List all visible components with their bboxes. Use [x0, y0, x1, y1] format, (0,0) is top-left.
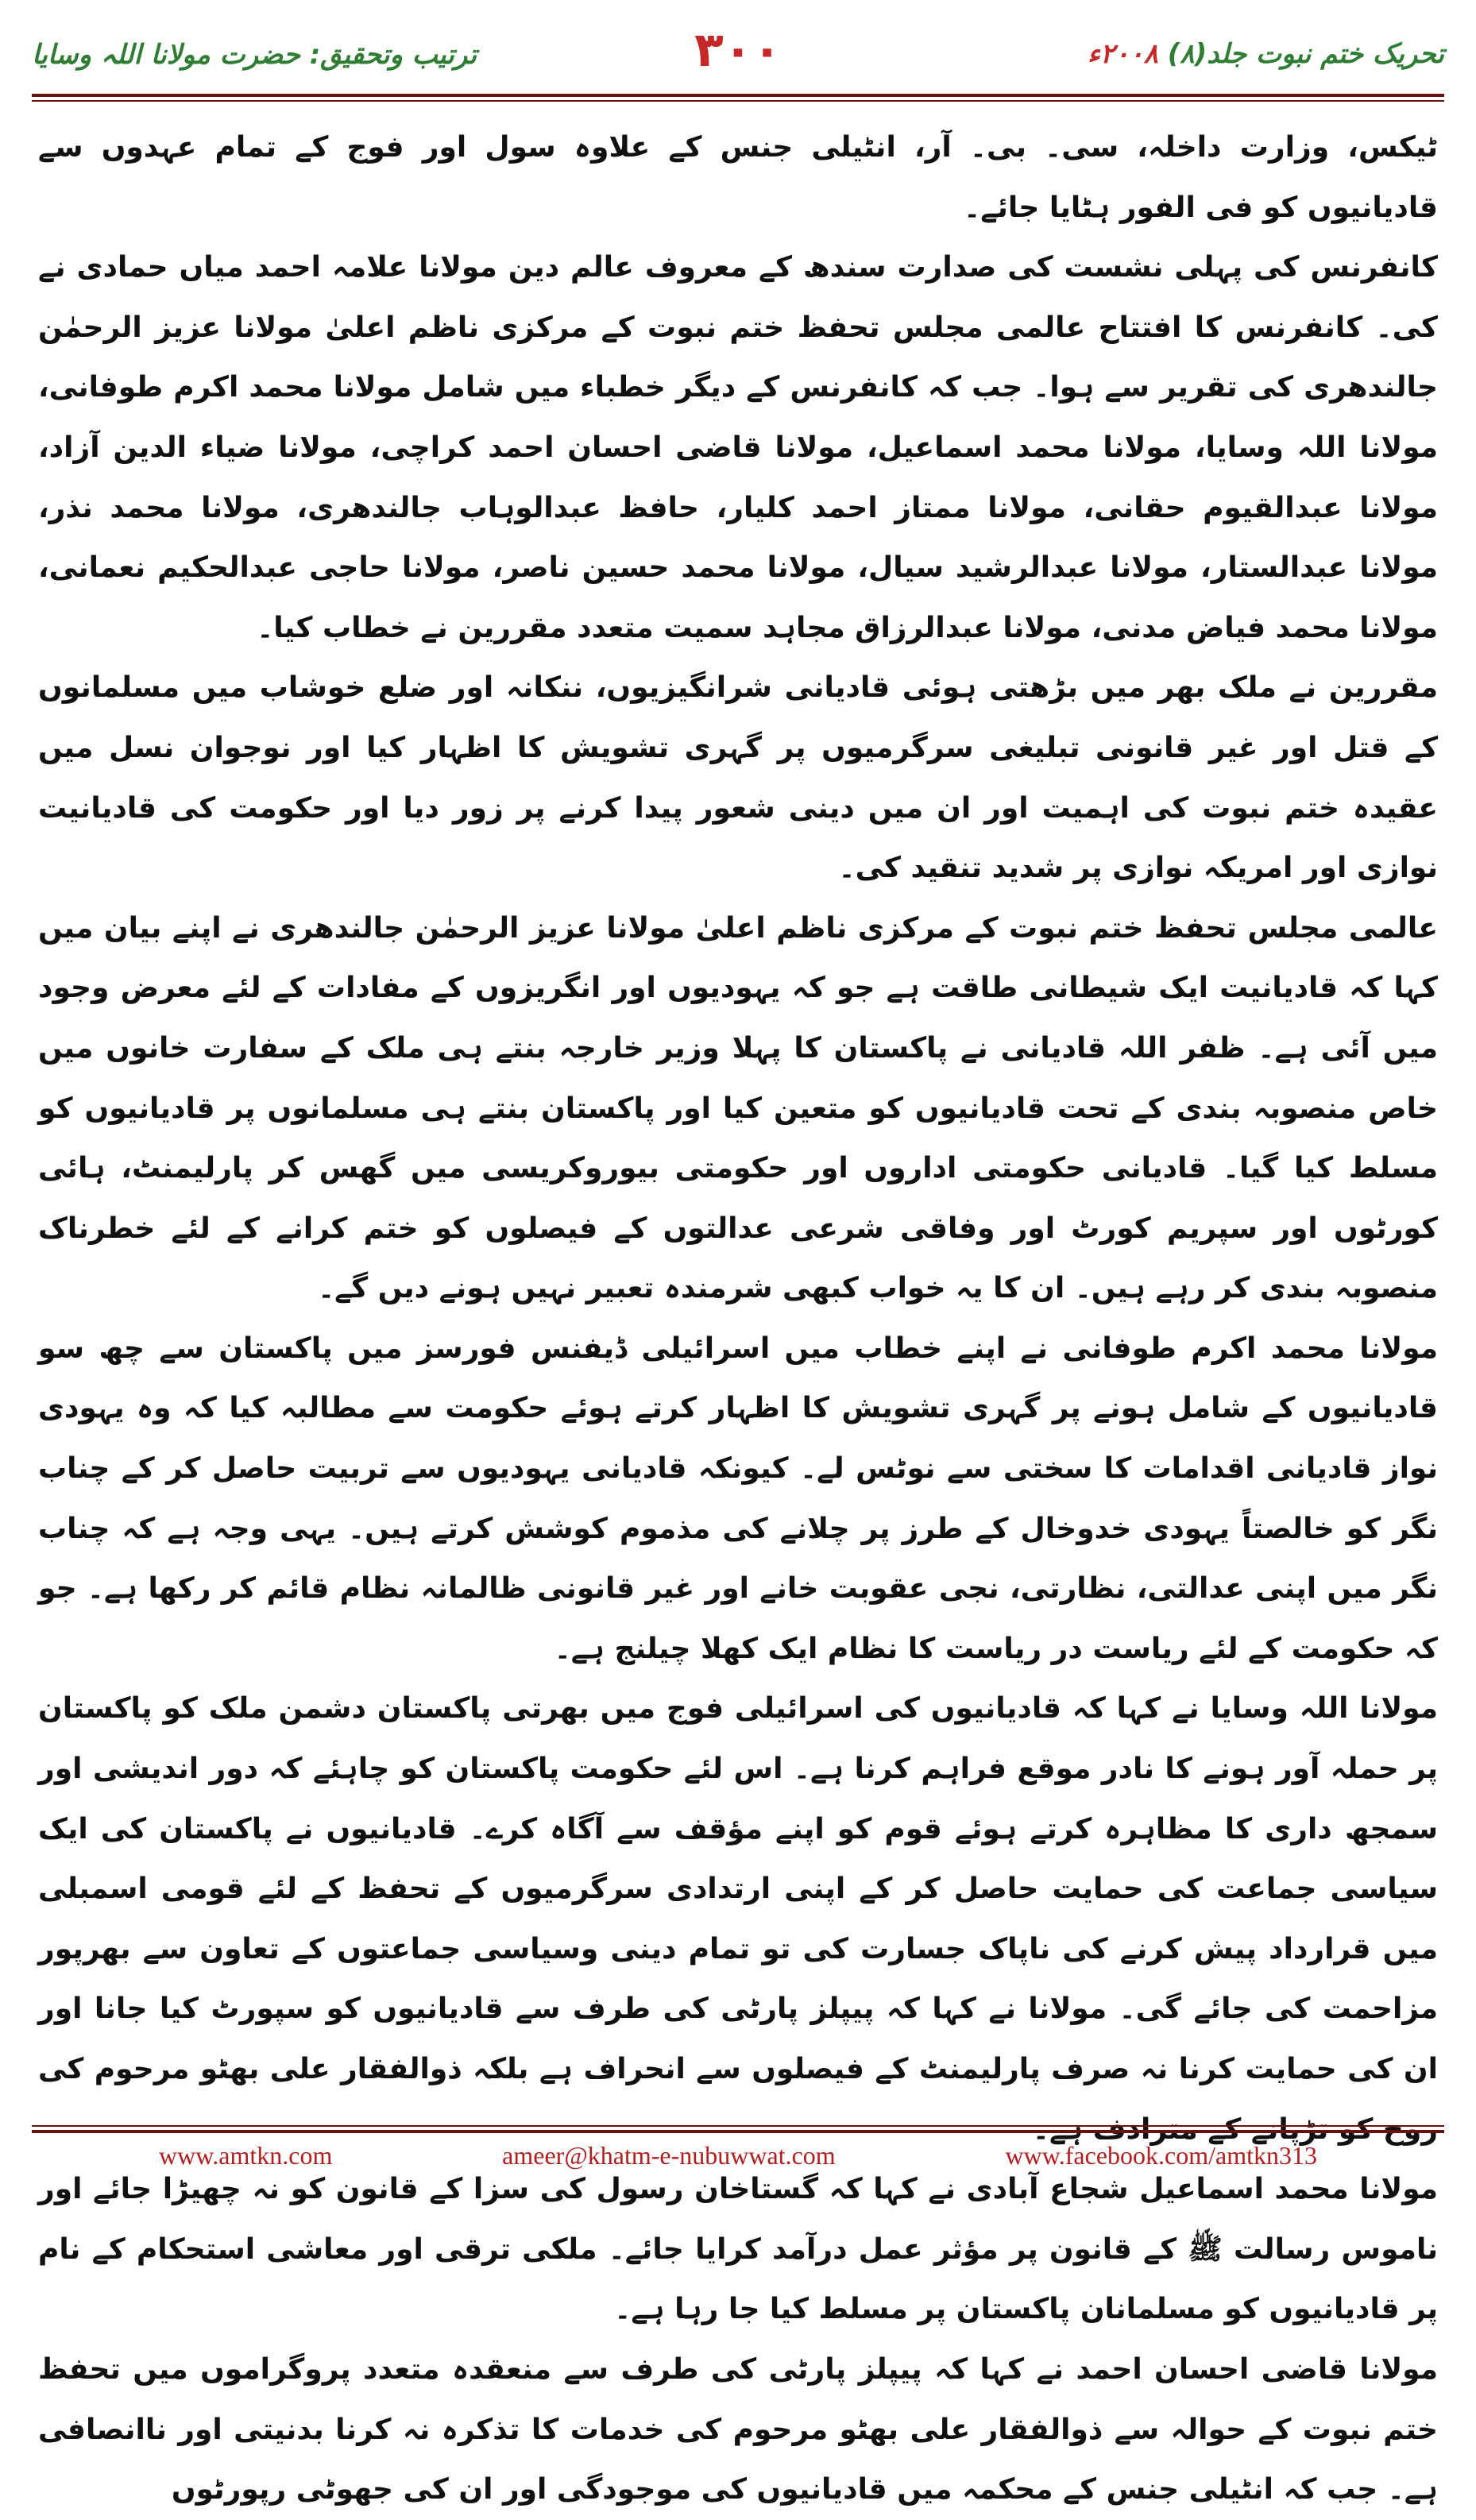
paragraph: مولانا محمد اکرم طوفانی نے اپنے خطاب میں اسرائیلی ڈیفنس فورسز میں پاکستان سے چھ سو قادیانیوں کے شامل ہونے پر گہری تشویش کا اظہار کرتے ہوئے حکومت سے مطالبہ کیا کہ وہ یہودی نواز قادیانی اقدامات کا سختی سے نوٹس لے۔ کیونکہ قادیانی یہودیوں سے تربیت حاصل کر کے چناب نگر کو خالصتاً یہودی خدوخال کے طرز پر چلانے کی مذموم کوشش کرتے ہیں۔ یہی وجہ ہے کہ چناب نگر میں اپنی عدالتی، نظارتی، نجی عقوبت خانے اور غیر قانونی ظالمانہ نظام قائم کر رکھا ہے۔ جو کہ حکومت کے لئے ریاست در ریاست کا نظام ایک کھلا چیلنج ہے۔	[38, 1332, 1438, 1665]
book-year: ۲۰۰۸ء	[1087, 38, 1158, 70]
paragraph: ٹیکس، وزارت داخلہ، سی۔ بی۔ آر، انٹیلی جنس کے علاوہ سول اور فوج کے تمام عہدوں سے قادیانیوں کو فی الفور ہٹایا جائے۔	[38, 131, 1438, 224]
page-number: ۳۰۰	[694, 22, 782, 78]
paragraph: مولانا قاضی احسان احمد نے کہا کہ پیپلز پارٹی کی طرف سے منعقدہ متعدد پروگراموں میں تحفظ ختم نبوت کے حوالہ سے ذوالفقار علی بھٹو مرحوم کی خدمات کا تذکرہ نہ کرنا بدنیتی اور ناانصافی ہے۔ جب کہ انٹیلی جنس کے محکمہ میں قادیانیوں کی موجودگی اور ان کی جھوٹی رپورٹوں	[38, 2352, 1438, 2506]
paragraph: عالمی مجلس تحفظ ختم نبوت کے مرکزی ناظم اعلیٰ مولانا عزیز الرحمٰن جالندھری نے اپنے بیان میں کہا کہ قادیانیت ایک شیطانی طاقت ہے جو کہ یہودیوں اور انگریزوں کے مفادات کے لئے معرض وجود میں آئی ہے۔ ظفر اللہ قادیانی نے پاکستان کا پہلا وزیر خارجہ بنتے ہی ملک کے سفارت خانوں میں خاص منصوبہ بندی کے تحت قادیانیوں کو متعین کیا اور پاکستان بنتے ہی مسلمانوں پر قادیانیوں کو مسلط کیا گیا۔ قادیانی حکومتی اداروں اور حکومتی بیوروکریسی میں گھس کر پارلیمنٹ، ہائی کورٹوں اور سپریم کورٹ اور وفاقی شرعی عدالتوں کے فیصلوں کو ختم کرانے کے لئے خطرناک منصوبہ بندی کر رہے ہیں۔ ان کا یہ خواب کبھی شرمندہ تعبیر نہیں ہونے دیں گے۔	[38, 911, 1438, 1305]
compiler-label: ترتیب وتحقیق:	[309, 39, 477, 71]
header-rule	[32, 94, 1444, 97]
paragraph: کانفرنس کی پہلی نشست کی صدارت سندھ کے معروف عالم دین مولانا علامہ احمد میاں حمادی نے کی۔ کانفرنس کا افتتاح عالمی مجلس تحفظ ختم نبوت کے مرکزی ناظم اعلیٰ مولانا عزیز الرحمٰن جالندھری کی تقریر سے ہوا۔ جب کہ کانفرنس کے دیگر خطباء میں شامل مولانا محمد اکرم طوفانی، مولانا اللہ وسایا، مولانا محمد اسماعیل، مولانا قاضی احسان احمد کراچی، مولانا ضیاء الدین آزاد، مولانا عبدالقیوم حقانی، مولانا ممتاز احمد کلیار، حافظ عبدالوہاب جالندھری، مولانا محمد نذر، مولانا عبدالستار، مولانا عبدالرشید سیال، مولانا محمد حسین ناصر، مولانا حاجی عبدالحکیم نعمانی، مولانا محمد فیاض مدنی، مولانا عبدالرزاق مجاہد سمیت متعدد مقررین نے خطاب کیا۔	[38, 251, 1438, 644]
book-title-text: تحریک ختم نبوت جلد(۸)	[1167, 38, 1444, 70]
paragraph: مقررین نے ملک بھر میں بڑھتی ہوئی قادیانی شرانگیزیوں، ننکانہ اور ضلع خوشاب میں مسلمانوں کے قتل اور غیر قانونی تبلیغی سرگرمیوں پر گہری تشویش کا اظہار کیا اور نوجوان نسل میں عقیدہ ختم نبوت کی اہمیت اور ان میں دینی شعور پیدا کرنے پر زور دیا اور حکومت کی قادیانیت نوازی اور امریکہ نوازی پر شدید تنقید کی۔	[38, 671, 1438, 885]
email-link[interactable]: ameer@khatm-e-nubuwwat.com	[502, 2141, 836, 2170]
page-header	[32, 22, 1444, 102]
website-link[interactable]: www.amtkn.com	[159, 2141, 333, 2170]
paragraph: مولانا محمد اسماعیل شجاع آبادی نے کہا کہ گستاخان رسول کی سزا کے قانون کو نہ چھیڑا جائے اور ناموس رسالت ﷺ کے قانون پر مؤثر عمل درآمد کرایا جائے۔ ملکی ترقی اور معاشی استحکام کے نام پر قادیانیوں کو مسلمانان پاکستان پر مسلط کیا جا رہا ہے۔	[38, 2173, 1438, 2326]
page-footer	[32, 2125, 1444, 2189]
footer-rule	[32, 2130, 1444, 2133]
facebook-link[interactable]: www.facebook.com/amtkn313	[1005, 2141, 1317, 2170]
footer-rule-thin	[32, 2125, 1444, 2127]
footer-links	[32, 2141, 1444, 2170]
paragraph: مولانا اللہ وسایا نے کہا کہ قادیانیوں کی اسرائیلی فوج میں بھرتی پاکستان دشمن ملک کو پاکستان پر حملہ آور ہونے کا نادر موقع فراہم کرنا ہے۔ اس لئے حکومت پاکستان کو چاہئے کہ دور اندیشی اور سمجھ داری کا مظاہرہ کرتے ہوئے قوم کو اپنے مؤقف سے آگاہ کرے۔ قادیانیوں نے پاکستان کی ایک سیاسی جماعت کی حمایت حاصل کر کے اپنی ارتدادی سرگرمیوں کے تحفظ کے لئے قومی اسمبلی میں قرارداد پیش کرنے کی ناپاک جسارت کی تو تمام دینی وسیاسی جماعتوں کے تعاون سے بھرپور مزاحمت کی جائے گی۔ مولانا نے کہا کہ پیپلز پارٹی کی طرف سے قادیانیوں کو سپورٹ کیا جانا اور ان کی حمایت کرنا نہ صرف پارلیمنٹ کے فیصلوں سے انحراف ہے بلکہ ذوالفقار علی بھٹو مرحوم کی	[38, 1692, 1438, 2085]
compiler-credit	[32, 38, 477, 71]
header-rule-thin	[32, 100, 1444, 102]
compiler-name: حضرت مولانا اللہ وسایا	[32, 39, 300, 71]
